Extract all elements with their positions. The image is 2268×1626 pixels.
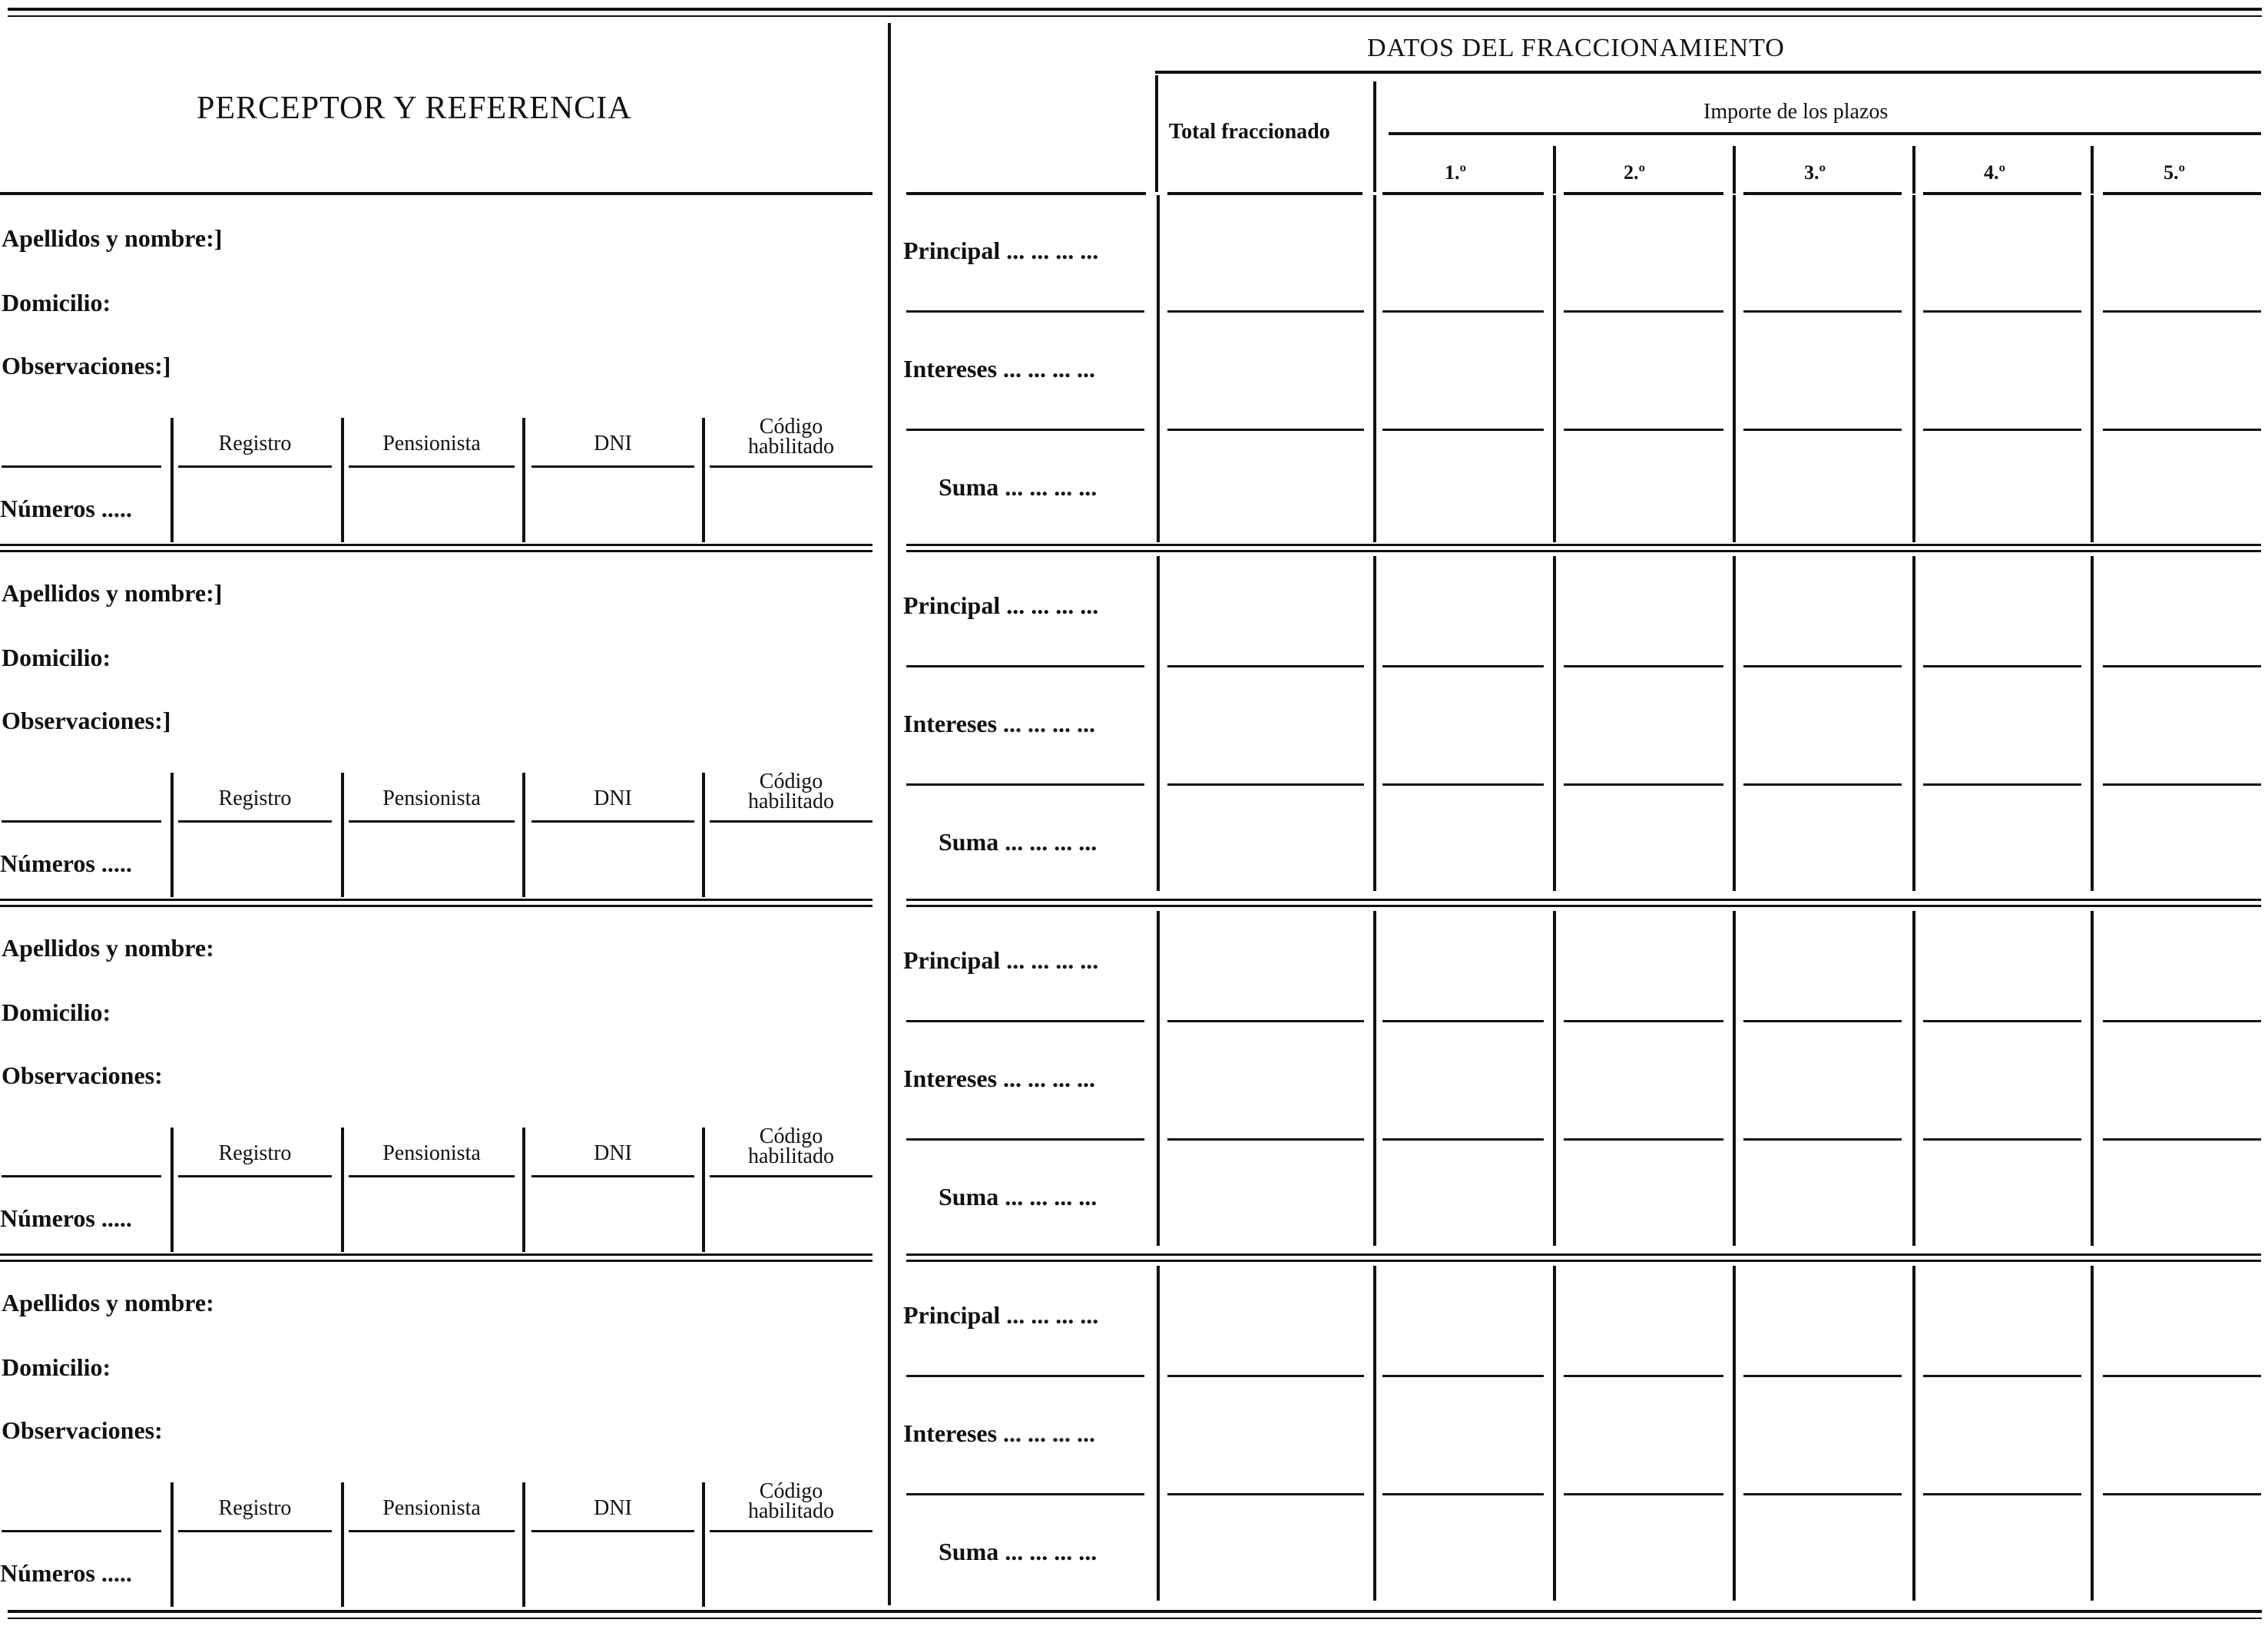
numeros-col-header-rule (531, 820, 694, 823)
domicilio-label: Domicilio: (2, 644, 111, 671)
row-rule-plazo (1382, 665, 1544, 667)
row-rule-plazo (1382, 1138, 1544, 1141)
grid-col-divider (2091, 1266, 2094, 1601)
numeros-col-header-registro: Registro (218, 787, 292, 810)
grid-col-divider (1553, 556, 1556, 891)
numeros-col-header-rule (349, 820, 515, 823)
numeros-col-divider (702, 1482, 705, 1607)
numeros-col-header-rule (531, 465, 694, 468)
grid-col-divider (1373, 1266, 1376, 1601)
row-rule-plazo (1564, 1138, 1723, 1141)
grid-col-divider (1157, 911, 1160, 1246)
section-separator-right-inner (906, 550, 2261, 552)
numeros-col-header-pensionista: Pensionista (382, 1141, 481, 1165)
row-label-principal: Principal ... ... ... ... (903, 591, 1099, 619)
plazos-col-left (1373, 81, 1376, 192)
plazo-header-divider (2091, 146, 2094, 194)
numeros-col-header-registro: Registro (218, 1496, 292, 1520)
row-rule-plazo (1564, 310, 1723, 313)
section-separator-right (906, 544, 2261, 546)
grid-col-divider (1157, 1266, 1160, 1601)
row-rule-plazo (1743, 665, 1902, 667)
numeros-col-header-pensionista: Pensionista (382, 432, 481, 455)
row-rule-total (1167, 665, 1364, 667)
apellidos-label: Apellidos y nombre: (2, 1289, 214, 1316)
grid-col-divider (2091, 195, 2094, 542)
numeros-label-rule (2, 1530, 161, 1532)
row-rule-plazo (1564, 429, 1723, 431)
numeros-col-divider (341, 773, 344, 897)
row-rule-label (906, 310, 1144, 313)
numeros-col-header-dni: DNI (594, 432, 632, 455)
row-rule-plazo (1923, 665, 2081, 667)
numeros-label: Números ..... (0, 1204, 132, 1232)
row-rule-plazo (1923, 1138, 2081, 1141)
section-separator-left (0, 899, 872, 901)
section-separator-right-inner (906, 1260, 2261, 1262)
plazo-header-rule (1923, 192, 2081, 195)
left-header-title: PERCEPTOR Y REFERENCIA (197, 91, 632, 126)
row-label-suma: Suma ... ... ... ... (939, 473, 1098, 501)
row-rule-label (906, 783, 1144, 786)
row-rule-plazo (1382, 1375, 1544, 1377)
plazo-header-4: 4.º (1984, 161, 2006, 184)
numeros-col-divider (171, 1128, 174, 1252)
numeros-col-divider (702, 418, 705, 542)
row-rule-plazo (1564, 1375, 1723, 1377)
numeros-col-header-registro: Registro (218, 432, 292, 455)
bottom-rule (8, 1610, 2262, 1613)
row-rule-plazo (1382, 1493, 1544, 1495)
numeros-col-divider (522, 1128, 525, 1252)
grid-col-divider (1373, 556, 1376, 891)
row-label-intereses: Intereses ... ... ... ... (903, 1419, 1096, 1447)
numeros-col-header-habilitado: habilitado (748, 1144, 834, 1168)
numeros-col-divider (522, 1482, 525, 1607)
observaciones-label: Observaciones:] (2, 707, 171, 734)
numeros-col-divider (341, 1128, 344, 1252)
row-rule-plazo (1382, 310, 1544, 313)
numeros-col-header-codigo: Código (759, 1124, 823, 1148)
numeros-col-header-rule (178, 465, 332, 468)
numeros-col-header-rule (710, 1530, 872, 1532)
numeros-col-header-rule (531, 1530, 694, 1532)
numeros-col-header-dni: DNI (594, 1496, 632, 1520)
numeros-col-header-pensionista: Pensionista (382, 1496, 481, 1520)
domicilio-label: Domicilio: (2, 998, 111, 1026)
grid-col-divider (1373, 195, 1376, 542)
row-rule-plazo (1923, 1493, 2081, 1495)
row-label-intereses: Intereses ... ... ... ... (903, 1065, 1096, 1092)
numeros-col-divider (702, 1128, 705, 1252)
row-rule-total (1167, 783, 1364, 786)
row-rule-plazo (2103, 310, 2261, 313)
numeros-label-rule (2, 1175, 161, 1177)
row-label-principal: Principal ... ... ... ... (903, 1301, 1099, 1329)
section-separator-right (906, 899, 2261, 901)
row-rule-plazo (2103, 429, 2261, 431)
row-rule-plazo (1743, 1493, 1902, 1495)
grid-col-divider (1733, 911, 1736, 1246)
numeros-col-header-dni: DNI (594, 787, 632, 810)
numeros-col-header-habilitado: habilitado (748, 790, 834, 813)
row-rule-plazo (1743, 1375, 1902, 1377)
numeros-col-header-codigo: Código (759, 770, 823, 793)
numeros-col-divider (171, 418, 174, 542)
section-separator-left-inner (0, 550, 872, 552)
center-divider (888, 23, 891, 1605)
row-rule-label (906, 1138, 1144, 1141)
apellidos-label: Apellidos y nombre:] (2, 224, 223, 252)
numeros-col-header-habilitado: habilitado (748, 1499, 834, 1523)
grid-col-divider (1912, 556, 1915, 891)
numeros-label-rule (2, 465, 161, 468)
row-rule-plazo (1923, 310, 2081, 313)
numeros-label-rule (2, 820, 161, 823)
numeros-col-header-rule (710, 820, 872, 823)
numeros-col-divider (171, 773, 174, 897)
observaciones-label: Observaciones:] (2, 352, 171, 379)
row-rule-total (1167, 1375, 1364, 1377)
row-rule-plazo (1382, 783, 1544, 786)
plazo-header-2: 2.º (1624, 161, 1646, 184)
row-rule-label (906, 429, 1144, 431)
row-rule-plazo (2103, 783, 2261, 786)
plazo-header-3: 3.º (1804, 161, 1826, 184)
numeros-col-header-rule (349, 465, 515, 468)
numeros-col-divider (522, 773, 525, 897)
row-rule-plazo (1743, 783, 1902, 786)
total-fraccionado-label: Total fraccionado (1169, 120, 1330, 144)
row-rule-total (1167, 1493, 1364, 1495)
numeros-col-header-habilitado: habilitado (748, 435, 834, 459)
plazo-header-divider (1553, 146, 1556, 194)
numeros-col-divider (341, 418, 344, 542)
plazo-header-rule (1382, 192, 1544, 195)
row-label-suma: Suma ... ... ... ... (939, 1183, 1098, 1210)
right-header-bottom-total (1167, 192, 1362, 195)
row-rule-plazo (1743, 1020, 1902, 1022)
numeros-col-header-pensionista: Pensionista (382, 787, 481, 810)
grid-col-divider (2091, 556, 2094, 891)
apellidos-label: Apellidos y nombre:] (2, 579, 223, 607)
numeros-label: Números ..... (0, 495, 132, 522)
numeros-label: Números ..... (0, 849, 132, 877)
section-separator-right-inner (906, 905, 2261, 907)
numeros-col-divider (341, 1482, 344, 1607)
grid-col-divider (1912, 911, 1915, 1246)
grid-col-divider (1373, 911, 1376, 1246)
row-rule-label (906, 1375, 1144, 1377)
row-label-principal: Principal ... ... ... ... (903, 946, 1099, 974)
right-header-title: DATOS DEL FRACCIONAMIENTO (1367, 34, 1785, 62)
grid-col-divider (1912, 195, 1915, 542)
row-rule-plazo (1564, 1493, 1723, 1495)
domicilio-label: Domicilio: (2, 1353, 111, 1381)
observaciones-label: Observaciones: (2, 1416, 163, 1444)
section-separator-left-inner (0, 905, 872, 907)
numeros-col-header-registro: Registro (218, 1141, 292, 1165)
grid-col-divider (1733, 556, 1736, 891)
row-rule-plazo (1923, 1375, 2081, 1377)
row-rule-total (1167, 1020, 1364, 1022)
row-rule-total (1167, 429, 1364, 431)
row-label-principal: Principal ... ... ... ... (903, 237, 1099, 264)
row-rule-total (1167, 1138, 1364, 1141)
row-rule-plazo (1743, 1138, 1902, 1141)
grid-col-divider (1157, 556, 1160, 891)
numeros-col-header-rule (349, 1175, 515, 1177)
numeros-col-header-dni: DNI (594, 1141, 632, 1165)
grid-col-divider (1553, 1266, 1556, 1601)
apellidos-label: Apellidos y nombre: (2, 934, 214, 962)
plazo-header-rule (1743, 192, 1902, 195)
row-rule-label (906, 665, 1144, 667)
row-rule-plazo (1382, 429, 1544, 431)
row-rule-plazo (1743, 310, 1902, 313)
plazo-header-5: 5.º (2164, 161, 2186, 184)
numeros-col-divider (171, 1482, 174, 1607)
right-header-bottom-label-col (906, 192, 1146, 195)
plazo-header-rule (2103, 192, 2261, 195)
row-rule-plazo (2103, 1375, 2261, 1377)
row-rule-plazo (2103, 1138, 2261, 1141)
numeros-col-header-rule (710, 465, 872, 468)
grid-col-divider (1912, 1266, 1915, 1601)
numeros-col-header-rule (178, 1175, 332, 1177)
domicilio-label: Domicilio: (2, 289, 111, 316)
plazo-header-divider (1912, 146, 1915, 194)
row-rule-plazo (1743, 429, 1902, 431)
section-separator-left (0, 544, 872, 546)
numeros-col-header-codigo: Código (759, 415, 823, 439)
row-label-suma: Suma ... ... ... ... (939, 1538, 1098, 1565)
plazo-header-divider (1733, 146, 1736, 194)
numeros-col-divider (522, 418, 525, 542)
total-col-left (1155, 75, 1158, 192)
row-rule-plazo (1564, 1020, 1723, 1022)
row-label-intereses: Intereses ... ... ... ... (903, 355, 1096, 382)
grid-col-divider (1733, 195, 1736, 542)
row-rule-plazo (1564, 783, 1723, 786)
row-rule-plazo (1923, 429, 2081, 431)
section-separator-right (906, 1253, 2261, 1256)
numeros-col-header-codigo: Código (759, 1479, 823, 1503)
section-separator-left-inner (0, 1260, 872, 1262)
numeros-col-divider (702, 773, 705, 897)
grid-col-divider (2091, 911, 2094, 1246)
grid-col-divider (1553, 911, 1556, 1246)
row-rule-label (906, 1020, 1144, 1022)
grid-col-divider (1733, 1266, 1736, 1601)
plazo-header-rule (1564, 192, 1723, 195)
row-rule-plazo (1382, 1020, 1544, 1022)
row-rule-total (1167, 310, 1364, 313)
top-rule (8, 8, 2262, 11)
observaciones-label: Observaciones: (2, 1061, 163, 1089)
numeros-col-header-rule (178, 1530, 332, 1532)
row-rule-plazo (2103, 1493, 2261, 1495)
plazo-header-1: 1.º (1445, 161, 1467, 184)
row-label-suma: Suma ... ... ... ... (939, 828, 1098, 856)
grid-col-divider (1157, 195, 1160, 542)
row-rule-label (906, 1493, 1144, 1495)
row-rule-plazo (1923, 783, 2081, 786)
section-separator-left (0, 1253, 872, 1256)
row-label-intereses: Intereses ... ... ... ... (903, 710, 1096, 737)
right-header-rule (1155, 71, 2261, 74)
row-rule-plazo (2103, 665, 2261, 667)
importe-plazos-label: Importe de los plazos (1703, 100, 1889, 124)
numeros-col-header-rule (531, 1175, 694, 1177)
numeros-col-header-rule (710, 1175, 872, 1177)
numeros-label: Números ..... (0, 1559, 132, 1587)
row-rule-plazo (1923, 1020, 2081, 1022)
numeros-col-header-rule (178, 820, 332, 823)
left-header-rule (0, 192, 872, 195)
top-rule-inner (8, 15, 2262, 17)
row-rule-plazo (2103, 1020, 2261, 1022)
plazos-rule (1389, 132, 2261, 135)
grid-col-divider (1553, 195, 1556, 542)
numeros-col-header-rule (349, 1530, 515, 1532)
row-rule-plazo (1564, 665, 1723, 667)
bottom-rule-inner (8, 1618, 2262, 1619)
